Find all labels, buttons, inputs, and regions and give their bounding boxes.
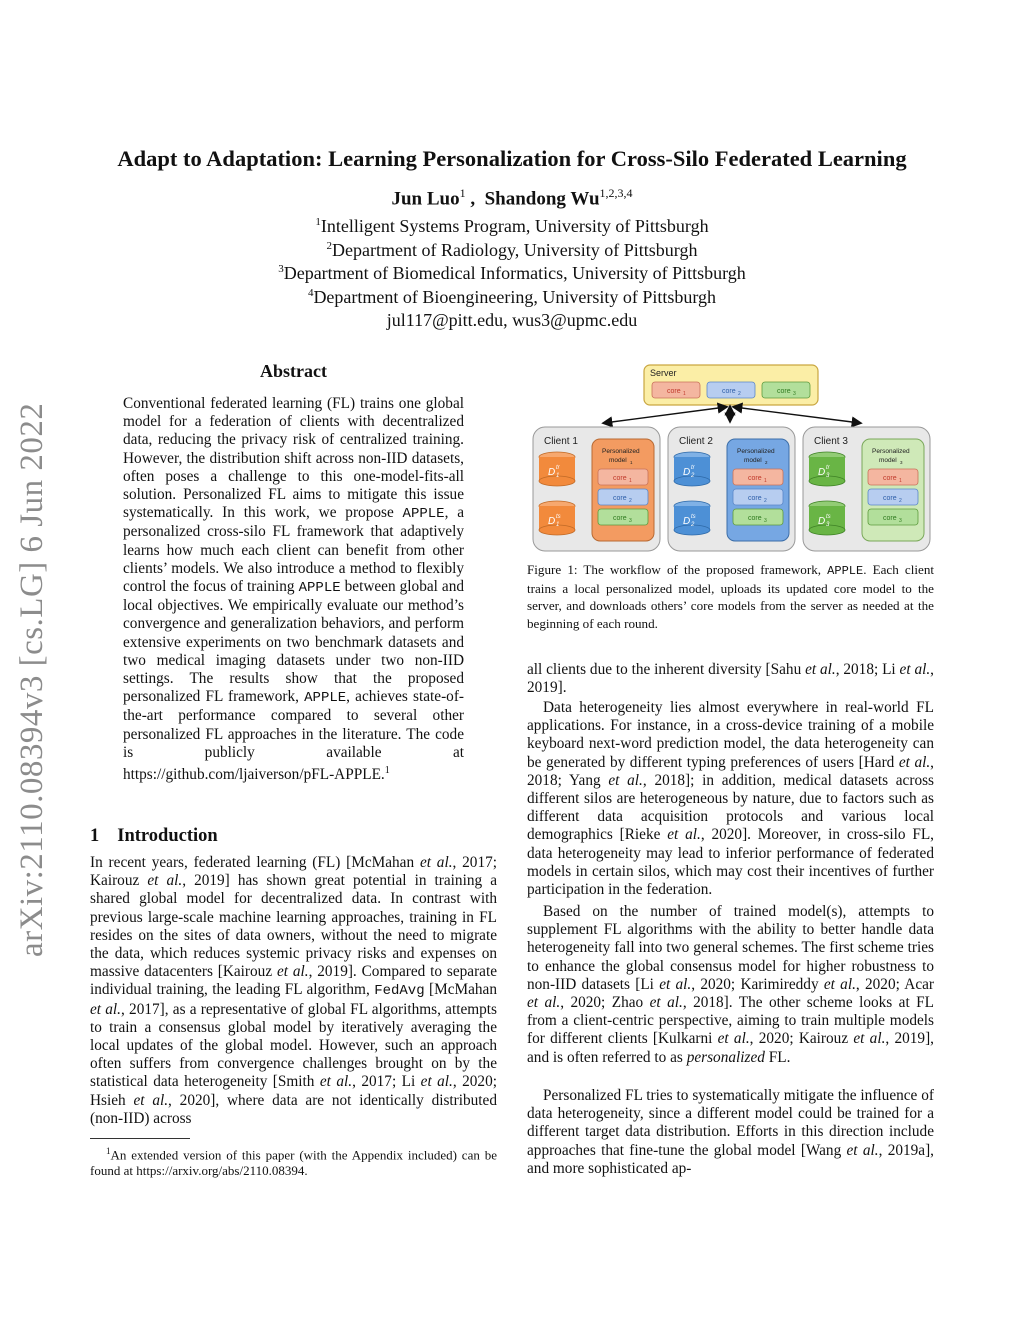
server-core-2-sub: 2 — [738, 391, 741, 397]
svg-text:core: core — [883, 475, 897, 482]
svg-text:2: 2 — [629, 498, 632, 504]
svg-text:model: model — [879, 457, 897, 464]
client-1-box — [533, 427, 660, 551]
svg-text:3: 3 — [900, 460, 903, 465]
abstract-heading: Abstract — [260, 361, 327, 381]
affiliation-number: 1 — [315, 216, 321, 228]
svg-text:2: 2 — [765, 460, 768, 465]
section-title: Introduction — [117, 826, 218, 846]
abstract-text: between global and local objectives. We empirically evaluate our method’s convergence and generalization behaviors, and perform extensive experiments on two benchmark datasets and two medical imaging datasets under two non-IID settings. The results show that the proposed personalized FL framework, — [123, 578, 464, 706]
svg-text:ts: ts — [556, 514, 561, 520]
method-name: APPLE — [298, 580, 341, 597]
svg-text:Personalized: Personalized — [602, 448, 640, 455]
paper-title: Adapt to Adaptation: Learning Personalization for Cross-Silo Federated Learning — [117, 146, 907, 171]
affiliation-number: 4 — [307, 287, 314, 299]
svg-text:ts: ts — [691, 514, 696, 520]
svg-text:core: core — [883, 495, 897, 502]
server-core-1-sub: 1 — [683, 391, 686, 397]
server-core-3-label: core — [777, 388, 791, 395]
author-name: Jun Luo — [391, 188, 460, 210]
abstract-text: , a personalized cross-silo FL framework that adaptively learns how much each client can benefit from other clients’ models. We also introduce a method to flexibly control the focus of training — [123, 504, 464, 596]
svg-text:ts: ts — [826, 514, 831, 520]
intro-paragraph-right-3: Based on the number of trained model(s), attempts to supplement FL algorithms with the ability to better handle data heterogeneity fall into two general schemes. The first scheme tries to enhance the global consensus model for higher robustness to non-IID datasets [Li et al., 2020; Karimireddy et al., 2020; Acar et al., 2020; Zhao et al., 2018]. The other scheme looks at FL from a client-centric perspective, aiming to train multiple models for different clients [Kulkarni et al., 2020; Kairouz et al., 2019], and is often referred to as personalized FL. — [527, 903, 935, 1066]
server-core-3-sub: 3 — [793, 391, 796, 397]
svg-text:tr: tr — [691, 465, 695, 471]
exchange-arrows — [604, 407, 860, 423]
svg-text:core: core — [748, 495, 762, 502]
affiliation — [0, 216, 1024, 237]
client-2-train-data: D — [683, 467, 691, 478]
svg-text:1: 1 — [899, 478, 902, 484]
client-2-test-data: D — [683, 516, 691, 527]
client-3-train-data: D — [818, 467, 826, 478]
section-number: 1 — [90, 826, 100, 846]
server-core-1-label: core — [667, 388, 681, 395]
client-1-test-data: D — [548, 516, 556, 527]
affiliation-text: Department of Radiology, University of Pittsburgh — [332, 240, 698, 260]
client-1-train-data: D — [548, 467, 556, 478]
svg-text:Personalized: Personalized — [737, 448, 775, 455]
author-affil-mark: 1,2,3,4 — [599, 186, 633, 200]
client-3-box — [803, 427, 930, 551]
affiliation-text: Department of Biomedical Informatics, University of Pittsburgh — [283, 263, 746, 283]
svg-text:2: 2 — [899, 498, 902, 504]
client-3-test-data: D — [818, 516, 826, 527]
algorithm-name: FedAvg — [374, 983, 425, 1000]
affiliation — [0, 263, 1024, 284]
svg-text:core: core — [748, 475, 762, 482]
figure-caption: Figure 1: The workflow of the proposed framework, APPLE. Each client trains a local personalized model, uploads its updated core model to the server, and downloads others’ core models from the server as needed at the beginning of each round. — [527, 562, 934, 631]
author-affil-mark: 1 — [459, 186, 466, 200]
svg-text:model: model — [609, 457, 627, 464]
method-name: APPLE — [304, 690, 347, 707]
svg-text:1: 1 — [630, 460, 633, 465]
svg-text:2: 2 — [691, 522, 695, 528]
affiliation-number: 2 — [326, 240, 333, 252]
svg-text:tr: tr — [556, 465, 560, 471]
svg-text:3: 3 — [764, 518, 767, 524]
method-name: APPLE — [402, 506, 445, 523]
client-1-label: Client 1 — [544, 436, 578, 447]
affiliation-text: Intelligent Systems Program, University of Pittsburgh — [320, 216, 709, 236]
affiliation — [0, 287, 1024, 308]
affiliation-number: 3 — [278, 263, 284, 275]
server-core-2-label: core — [722, 388, 736, 395]
client-2-box — [668, 427, 795, 551]
svg-text:1: 1 — [629, 478, 632, 484]
svg-text:core: core — [613, 515, 627, 522]
svg-text:model: model — [744, 457, 762, 464]
svg-text:Personalized: Personalized — [872, 448, 910, 455]
svg-text:3: 3 — [826, 473, 830, 479]
intro-paragraph-right-2: Data heterogeneity lies almost everywhere in real-world FL applications. For instance, in a cross-device training of a mobile keyboard next-word prediction model, the data heterogeneity can be generated by different typing preferences of users [Hard et al., 2018; Yang et al., 2018]; in addition, medical datasets across different silos are heterogeneous by nature, due to factors such as different data acquisition protocols and various local demographics [Rieke et al., 2020]. Moreover, in cross-silo FL, data heterogeneity may lead to inferior performance of federated models in certain silos, which may cost their incentives of further participation in the federation. — [527, 699, 934, 899]
svg-text:core: core — [613, 495, 627, 502]
affiliation-text: Department of Bioengineering, University of Pittsburgh — [313, 287, 717, 307]
abstract-body — [123, 395, 464, 784]
author-emails: jul117@pitt.edu, wus3@upmc.edu — [386, 310, 638, 330]
author-line: Jun Luo$^1$ , Shandong Wu$^{1,2,3,4}$ — [391, 186, 633, 210]
author-name: Shandong Wu — [484, 188, 600, 210]
svg-text:1: 1 — [556, 473, 560, 479]
footnote-rule — [90, 1138, 190, 1139]
svg-text:2: 2 — [691, 473, 695, 479]
abstract-text: Conventional federated learning (FL) trains one global model for a federation of clients with decentralized data, reducing the privacy risk of centralized training. However, the distribution shift across non-IID datasets, often poses a challenge to this one-model-fits-all solution. Personalized FL aims to mitigate this issue systematically. In this work, we propose — [123, 395, 464, 522]
server-box — [644, 365, 818, 405]
svg-text:3: 3 — [629, 518, 632, 524]
intro-paragraph-right-4: Personalized FL tries to systematically mitigate the influence of data heterogeneity, since a different model could be trained for a different target data distribution. Efforts in this direction include approaches that fine-tune the global model [Wang et al., 2019a], and more sophisticated ap- — [527, 1087, 934, 1177]
server-label: Server — [650, 368, 677, 378]
svg-text:core: core — [613, 475, 627, 482]
affiliation — [0, 240, 1024, 261]
footnote-mark: 1 — [384, 765, 390, 777]
intro-paragraph-left: In recent years, federated learning (FL) [McMahan et al., 2017; Kairouz et al., 2019] has shown great potential in training a shared global model for decentralized data. In contrast with previous large-scale machine learning approaches, training in FL resides on the sites of data owners, without the need to migrate the data, which reduces systemic privacy risks and expenses on massive datacenters [Kairouz et al., 2019]. Compared to separate individual training, the leading FL algorithm, FedAvg [McMahan et al., 2017], as a representative of global FL algorithms, attempts to train a consensus global model by iteratively averaging the local updates of the global model. However, such an approach often suffers from convergence challenges brought on by the statistical data heterogeneity [Smith et al., 2017; Li et al., 2020; Hsieh et al., 2020], where data are not identically distributed (non-IID) across — [90, 854, 498, 1127]
abstract-text: , achieves state-of-the-art performance compared to several other personalized FL approaches in the literature. The code is publicly available at https://github.com/ljaiverson/pFL-APPLE. — [123, 688, 465, 784]
footnote — [90, 1143, 497, 1179]
svg-text:core: core — [883, 515, 897, 522]
section-heading-introduction — [90, 826, 218, 847]
client-3-label: Client 3 — [814, 436, 848, 447]
svg-text:1: 1 — [764, 478, 767, 484]
client-2-label: Client 2 — [679, 436, 713, 447]
svg-text:1: 1 — [556, 522, 560, 528]
svg-text:3: 3 — [899, 518, 902, 524]
footnote-number: 1 — [106, 1146, 111, 1156]
svg-text:core: core — [748, 515, 762, 522]
arxiv-id-text: arXiv:2110.08394v3 [cs.LG] 6 Jun 2022 — [14, 402, 50, 957]
svg-text:3: 3 — [826, 522, 830, 528]
figure-workflow-diagram — [530, 363, 936, 555]
method-name: APPLE — [827, 564, 864, 578]
intro-paragraph-right-1: all clients due to the inherent diversity [Sahu et al., 2018; Li et al., 2019]. — [527, 661, 934, 697]
svg-text:tr: tr — [826, 465, 830, 471]
footnote-text: An extended version of this paper (with the Appendix included) can be found at https://arxiv.org/abs/2110.08394. — [90, 1147, 497, 1179]
svg-text:2: 2 — [764, 498, 767, 504]
